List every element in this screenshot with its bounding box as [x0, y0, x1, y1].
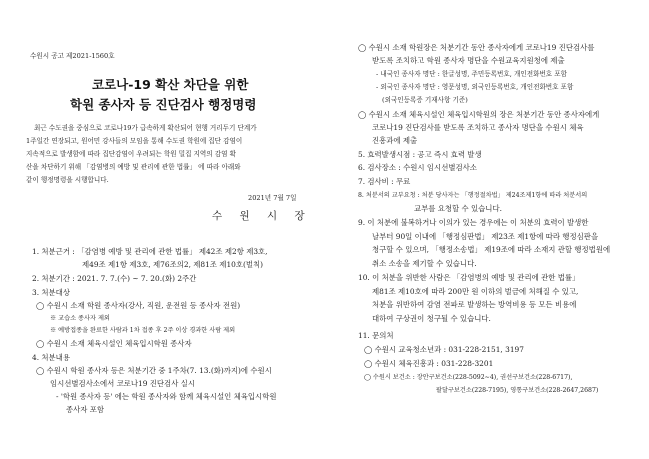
signer: 수 원 시 장 [212, 210, 312, 222]
item-8-request-cont: 교부를 요청할 수 있습니다. [414, 204, 502, 213]
item-6-location: 6. 검사장소 : 수원시 임시선별검사소 [358, 163, 477, 172]
intro-line: 1주일간 연장되고, 원어민 강사들의 모임을 통해 수도권 학원에 집단 감염이 [26, 137, 243, 145]
contact-sports: ◯ 수원시 체육진흥과 : 031-228-3201 [364, 359, 494, 368]
item-5-effective: 5. 효력발생시점 : 공고 즉시 효력 발생 [358, 150, 482, 159]
item-3-target: 3. 처분대상 [32, 288, 70, 297]
item-9-appeal-cont: 날부터 90일 이내에 「행정심판법」 제23조 제1항에 따라 행정심판을 [372, 232, 599, 241]
issue-date: 2021년 7월 7일 [248, 194, 297, 202]
contact-health-center: ◯ 수원시 보건소 : 장안구보건소(228-5092~4), 권선구보건소(228-6717), [364, 374, 573, 381]
item-3-note-exclude-vaccinated: ※ 예방접종을 완료한 사람과 1차 접종 후 2주 이상 경과한 사람 제외 [50, 327, 236, 334]
notice-number: 수원시 공고 제2021-1560호 [30, 52, 115, 60]
item-3-note-exclude-tutoring: ※ 교습소 종사자 제외 [50, 315, 110, 322]
item-1-basis-cont: 제49조 제1항 제3호, 제76조의2, 제81조 제10호(벌칙) [82, 260, 264, 269]
item-11-contact: 11. 문의처 [358, 331, 394, 340]
item-10-penalty-cont: 대하여 구상권이 청구될 수 있습니다. [372, 314, 491, 323]
item-10-penalty-cont: 처분을 위반하여 감염 전파로 발생하는 방역비용 등 모든 비용에 [372, 300, 577, 309]
item-10-penalty-cont: 제81조 제10호에 따라 200만 원 이하의 벌금에 처해질 수 있고, [372, 287, 579, 296]
item-4-test-line: - '학원 종사자 등' 에는 학원 종사자와 함께 체육시설인 체육입시학원 [56, 392, 277, 401]
right-line: 받도록 조치하고 학원 종사자 명단을 수원교육지원청에 제출 [372, 56, 565, 65]
item-10-penalty: 10. 이 처분을 위반한 사람은 「감염병의 예방 및 관리에 관한 법률」 [358, 273, 580, 282]
item-4-test-line: ◯ 수원시 학원 종사자 등은 처분기간 중 1주차(7. 13.(화)까지)에 수원시 [36, 366, 272, 375]
right-line: ◯ 수원시 소재 학원장은 처분기간 동안 종사자에게 코로나19 진단검사를 [358, 43, 595, 52]
item-3-sports-academy-staff: ◯ 수원시 소재 체육시설인 체육입시학원 종사자 [36, 339, 192, 348]
item-2-period: 2. 처분기간 : 2021. 7. 7.(수) ~ 7. 20.(화) 2주간 [32, 274, 197, 283]
title-line-2: 학원 종사자 등 진단검사 행정명령 [70, 97, 257, 112]
item-4-content: 4. 처분내용 [32, 353, 70, 362]
item-7-cost: 7. 검사비 : 무료 [358, 177, 411, 186]
intro-line: 같이 행정명령을 시행합니다. [26, 176, 109, 184]
intro-line: 지속적으로 발생함에 따라 집단감염이 우려되는 학원 밀집 지역의 감염 확 [26, 150, 236, 158]
right-line: (외국인등록증 기재사항 기준) [382, 96, 468, 104]
item-9-appeal: 9. 이 처분에 불복하거나 이의가 있는 경우에는 이 처분의 효력이 발생한 [358, 218, 589, 227]
item-4-test-line: 임시선별검사소에서 코로나19 진단검사 실시 [50, 379, 195, 388]
right-line: - 외국인 종사자 명단 : 영문성명, 외국인등록번호, 개인전화번호 포함 [376, 83, 574, 91]
right-line: 코로나19 진단검사를 받도록 조치하고 종사자 명단을 수원시 체육 [372, 123, 584, 132]
item-8-request: 8. 처분서의 교부요청 : 처분 당사자는 「행정절차법」 제24조제1항에 따라 처분서의 [358, 192, 588, 199]
item-3-academy-staff: ◯ 수원시 소재 학원 종사자(강사, 직원, 운전원 등 종사자 전원) [36, 301, 241, 310]
right-line: - 내국인 종사자 명단 : 한글성명, 주민등록번호, 개인전화번호 포함 [376, 70, 568, 78]
item-9-appeal-cont: 청구할 수 있으며, 「행정소송법」 제19조에 따라 소재지 관할 행정법원에 [372, 245, 611, 254]
contact-health-center-cont: 팔달구보건소(228-7195), 영통구보건소(228-2647,2687) [436, 387, 599, 394]
item-1-basis: 1. 처분근거 : 「감염병 예방 및 관리에 관한 법률」 제42조 제2항 제3호, [32, 247, 268, 256]
contact-education: ◯ 수원시 교육청소년과 : 031-228-2151, 3197 [364, 345, 524, 354]
intro-line: 산을 차단하기 위해 「감염병의 예방 및 관리에 관한 법률」 에 따라 아래와 [26, 163, 241, 171]
right-line: 진흥과에 제출 [372, 136, 418, 145]
title-line-1: 코로나-19 확산 차단을 위한 [92, 77, 249, 92]
intro-line: 최근 수도권을 중심으로 코로나19가 급속하게 확산되어 현행 거리두기 단계가 [34, 124, 257, 132]
item-4-test-line: 종사자 포함 [66, 405, 105, 414]
item-9-appeal-cont: 취소 소송을 제기할 수 있습니다. [372, 259, 477, 268]
right-line: ◯ 수원시 소재 체육시설인 체육입시학원의 장은 처분기간 동안 종사자에게 [358, 110, 600, 119]
